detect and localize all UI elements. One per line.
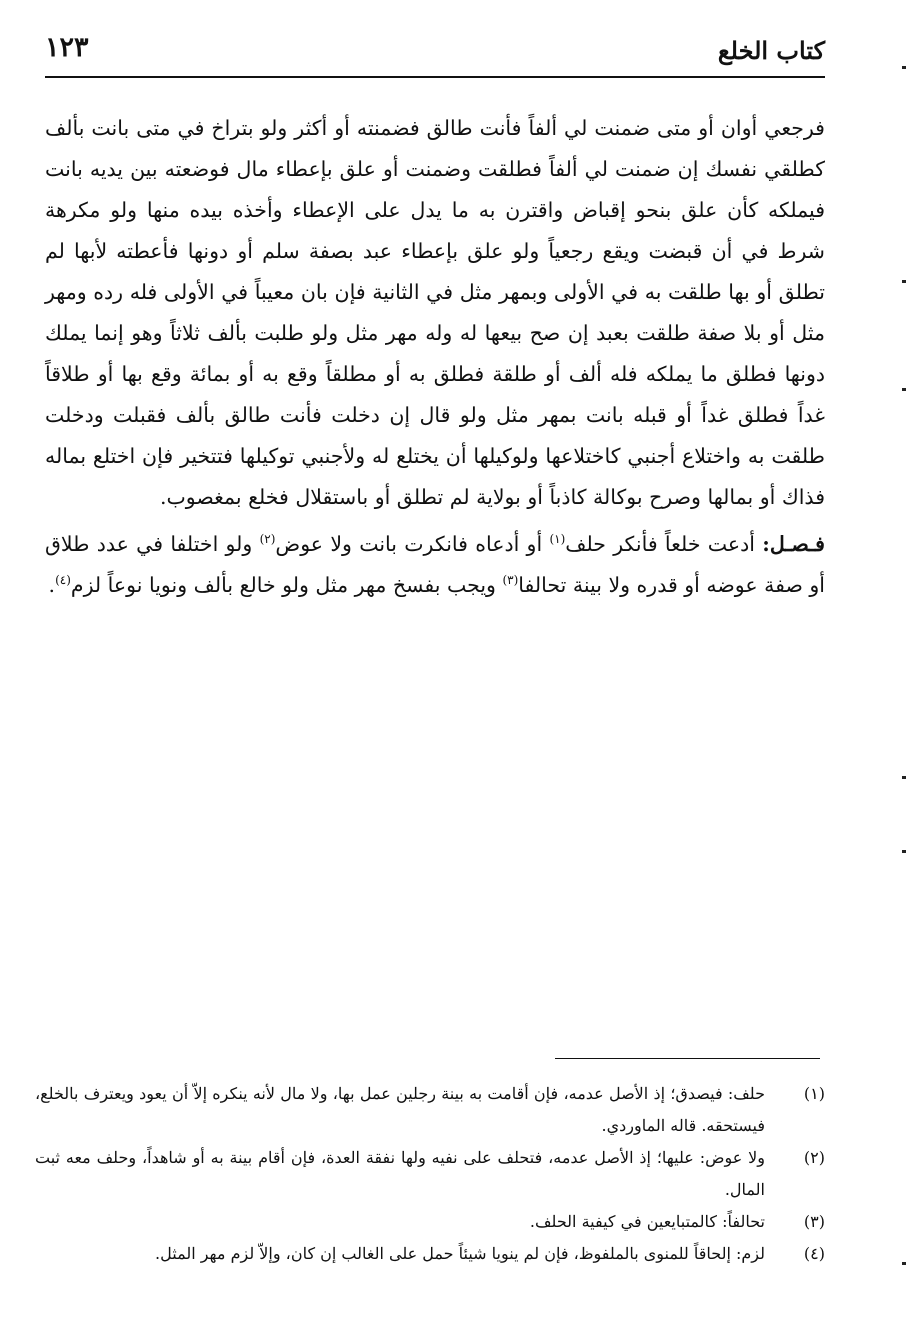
page-header (45, 26, 825, 78)
footnote-text: حلف: فيصدق؛ إذ الأصل عدمه، فإن أقامت به بينة رجلين عمل بها، ولا مال لأنه ينكره إلاّ أن يعود ويعترف بالخلع، فيستحقه. قاله الماوردي. (35, 1084, 765, 1135)
scan-speck (902, 776, 906, 779)
footnote-item (35, 1206, 825, 1238)
section-label: فـصـل: (762, 532, 825, 556)
footnote-separator (555, 1058, 820, 1059)
header-rule (45, 76, 825, 78)
footnotes (35, 1078, 825, 1270)
main-text (45, 108, 825, 606)
footnote-item (35, 1142, 825, 1206)
footnote-item (35, 1078, 825, 1142)
footnote-number: (٣) (803, 1212, 825, 1231)
scan-speck (902, 388, 906, 391)
scan-speck (902, 66, 906, 69)
running-title: كتاب الخلع (717, 36, 825, 65)
footnote-number: (٤) (803, 1244, 825, 1263)
paragraph-1: فرجعي أوان أو متى ضمنت لي ألفاً فأنت طالق فضمنته أو أكثر ولو بتراخ في متى بانت بألف كطلقي نفسك إن ضمنت لي ألفاً فطلقت وضمنت أو علق بإعطاء مال فوضعته بين يديه بانت فيملكه كأن علق بنحو إقباض واقترن به ما يدل على الإعطاء وأخذه بيده منها ولو مكرهة شرط في أن قبضت ويقع رجعياً ولو علق بإعطاء عبد بصفة سلم أو دونها فأعطته لأبها لم تطلق أو بها طلقت به في الأولى وبمهر مثل في الثانية فإن بان معيباً في الأولى فله رده ومهر مثل أو بلا صفة طلقت بعبد إن صح بيعها له وله مهر مثل ولو طلبت بألف ثلاثاً وهو إنما يملك دونها فطلق ما يملكه فله ألف أو طلقة فطلق به أو مطلقاً وقع به أو بمائة وقع بها أو طلاقاً غداً فطلق غداً أو قبله بانت بمهر مثل ولو قال إن دخلت فأنت طالق بألف فقبلت ودخلت طلقت به واختلاع أجنبي كاختلاعها ولوكيلها أن يختلع له ولأجنبي توكيلها فتتخير فإن اختلع بماله فذاك أو بمالها وصرح بوكالة كاذباً أو بولاية لم تطلق أو باستقلال فخلع بمغصوب. (45, 116, 825, 509)
scan-speck (902, 1262, 906, 1265)
paragraph-2-part-b: أو أدعاه فانكرت بانت ولا عوض (275, 532, 543, 556)
footnote-ref-4: (٤) (55, 573, 71, 588)
footnote-text: تحالفاً: كالمتبايعين في كيفية الحلف. (529, 1212, 765, 1231)
footnote-text: ولا عوض: عليها؛ إذ الأصل عدمه، فتحلف على نفيه ولها نفقة العدة، فإن أقام بينة به أو شاهداً، وحلف معه ثبت المال. (35, 1148, 765, 1199)
footnote-ref-1: (١) (549, 532, 566, 547)
scan-speck (902, 280, 906, 283)
footnote-ref-3: (٣) (502, 573, 519, 588)
footnote-ref-2: (٢) (259, 532, 276, 547)
footnote-item (35, 1238, 825, 1270)
footnote-number: (١) (803, 1084, 825, 1103)
paragraph-2-part-d: ويجب بفسخ مهر مثل ولو خالع بألف ونويا نوعاً لزم (70, 573, 496, 597)
paragraph-2 (45, 524, 825, 606)
final-period: . (48, 573, 56, 597)
paragraph-2-part-a: أدعت خلعاً فأنكر حلف (565, 532, 755, 556)
page-number: ١٢٣ (45, 32, 89, 63)
scan-speck (902, 850, 906, 853)
footnote-number: (٢) (803, 1148, 825, 1167)
footnote-text: لزم: إلحاقاً للمنوى بالملفوظ، فإن لم ينويا شيئاً حمل على الغالب إن كان، وإلاّ لزم مهر المثل. (155, 1244, 765, 1263)
paragraph-2-part-c: ولو اختلفا في عدد طلاق أو صفة عوضه أو قدره ولا بينة تحالفا (45, 532, 825, 597)
